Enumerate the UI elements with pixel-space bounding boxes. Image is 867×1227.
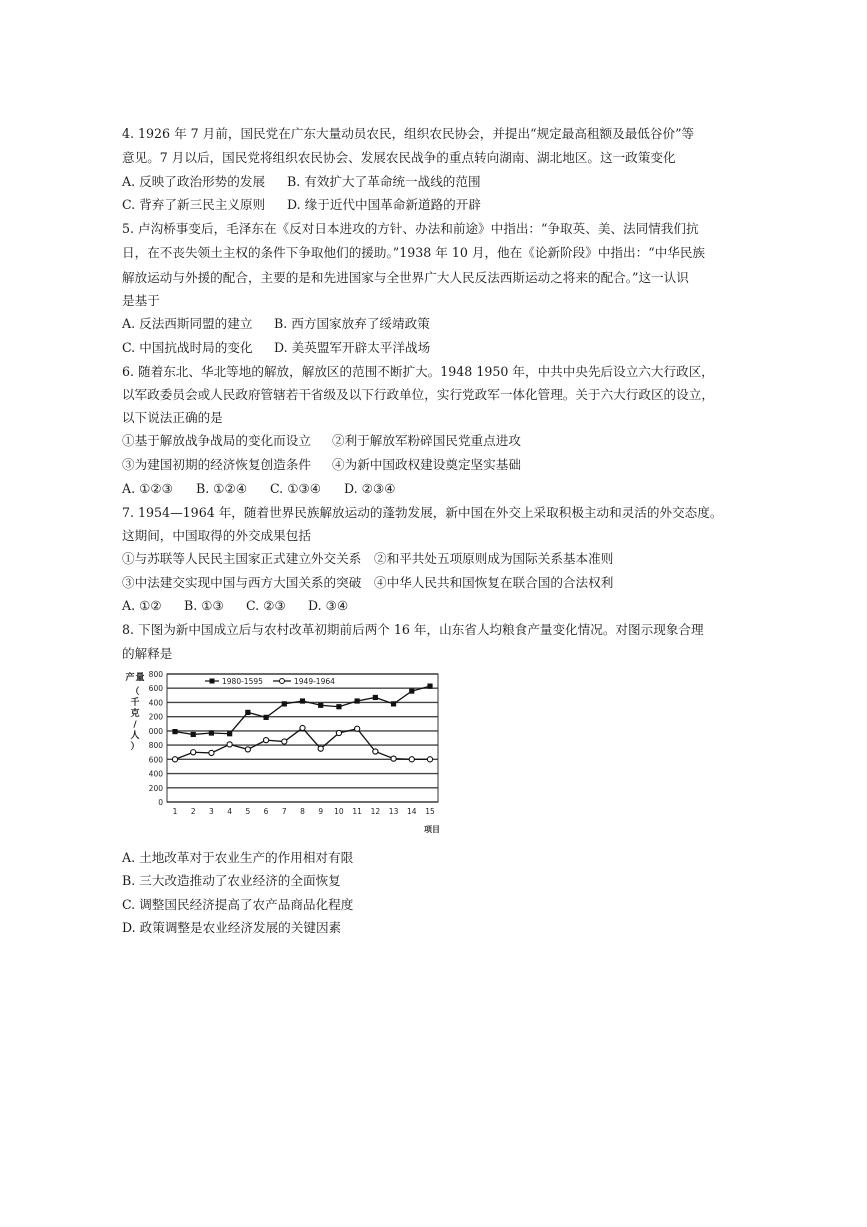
q5-options-row1 — [122, 316, 430, 331]
data-point — [318, 703, 323, 708]
q5-stem-line2: 日，在不丧失领土主权的条件下争取他们的援助。”1938 年 10 月，他在《论新阶段》中指出：“中华民族 — [122, 245, 706, 260]
q6-item-1: ①基于解放战争战局的变化而设立 — [122, 433, 311, 448]
y-tick-label: 200 — [148, 712, 163, 722]
data-point — [373, 695, 378, 700]
data-point — [209, 730, 214, 735]
q8-stem-line2: 的解释是 — [122, 646, 173, 661]
q5-option-a: A. 反法西斯同盟的建立 — [122, 316, 253, 331]
q5-stem-line3: 解放运动与外援的配合，主要的是和先进国家与全世界广大人民反法西斯运动之将来的配合。”这一认识 — [122, 270, 689, 285]
data-point — [318, 746, 323, 751]
q7-item-3: ③中法建交实现中国与西方大国关系的突破 — [122, 575, 362, 590]
x-tick-label: 7 — [281, 807, 287, 816]
x-tick-label: 2 — [190, 807, 196, 816]
x-tick-label: 15 — [425, 807, 435, 816]
data-point — [427, 757, 432, 762]
data-point — [172, 757, 177, 762]
x-tick-label: 3 — [209, 807, 214, 816]
x-tick-label: 13 — [388, 807, 399, 816]
data-point — [409, 757, 414, 762]
data-point — [355, 726, 360, 731]
x-tick-label: 4 — [227, 807, 233, 816]
x-tick-label: 14 — [407, 807, 417, 816]
data-point — [409, 688, 414, 693]
q6-option-c: C. ①③④ — [270, 481, 322, 496]
q6-stem-line2: 以军政委员会或人民政府管辖若干省级及以下行政单位，实行党政军一体化管理。关于六大行政区的设立， — [122, 387, 714, 402]
q8-option-d: D. 政策调整是农业经济发展的关键因素 — [122, 920, 342, 935]
data-point — [336, 730, 341, 735]
data-point — [282, 701, 287, 706]
q5-options-row2 — [122, 340, 430, 355]
q7-option-b: B. ①③ — [184, 598, 224, 613]
chart-axes — [125, 670, 440, 834]
x-tick-label: 1 — [172, 807, 178, 816]
q5-option-b: B. 西方国家放弃了绥靖政策 — [274, 316, 430, 331]
q5-option-d: D. 美英盟军开辟太平洋战场 — [274, 340, 431, 355]
data-point — [282, 739, 287, 744]
q7-option-d: D. ③④ — [308, 598, 349, 613]
q6-option-a: A. ①②③ — [122, 481, 173, 496]
x-tick-label: 11 — [352, 807, 362, 816]
q6-stem-line3: 以下说法正确的是 — [122, 410, 223, 425]
q6-option-d: D. ②③④ — [344, 481, 396, 496]
data-point — [245, 710, 250, 715]
y-axis-label: 产量（千克/人） — [125, 673, 145, 752]
q7-options — [122, 598, 348, 613]
q6-item-2: ②利于解放军粉碎国民党重点进攻 — [332, 433, 521, 448]
chart-legend — [201, 675, 339, 687]
data-point — [391, 756, 396, 761]
q8-option-b: B. 三大改造推动了农业经济的全面恢复 — [122, 873, 341, 888]
q7-item-4: ④中华人民共和国恢复在联合国的合法权利 — [374, 575, 614, 590]
q8-stem-line1: 8. 下图为新中国成立后与农村改革初期前后两个 16 年，山东省人均粮食产量变化情况。对图示现象合理 — [122, 622, 704, 637]
data-point — [300, 698, 305, 703]
chart-series — [172, 683, 432, 761]
data-point — [209, 750, 214, 755]
grain-output-chart — [125, 668, 445, 840]
legend-label-1: 1980-1595 — [222, 677, 263, 686]
data-point — [263, 738, 268, 743]
q4-option-a: A. 反映了政治形势的发展 — [122, 174, 266, 189]
data-point — [336, 704, 341, 709]
data-point — [227, 731, 232, 736]
x-axis-label: 项目 — [424, 825, 440, 834]
data-point — [427, 683, 432, 688]
q6-stem-line1: 6. 随着东北、华北等地的解放，解放区的范围不断扩大。1948 1950 年，中共中央先后设立六大行政区， — [122, 364, 714, 379]
q7-stem-line1: 7. 1954—1964 年，随着世界民族解放运动的蓬勃发展，新中国在外交上采取积极主动和灵活的外交态度。 — [122, 505, 723, 520]
data-point — [191, 732, 196, 737]
x-tick-label: 10 — [334, 807, 344, 816]
x-tick-label: 8 — [300, 807, 305, 816]
q4-option-b: B. 有效扩大了革命统一战线的范围 — [287, 174, 481, 189]
q6-options — [122, 481, 396, 496]
y-tick-label: 000 — [148, 726, 163, 736]
q5-option-c: C. 中国抗战时局的变化 — [122, 340, 253, 355]
legend-label-2: 1949-1964 — [294, 677, 335, 686]
q4-options-row1 — [122, 174, 481, 189]
q5-stem-line1: 5. 卢沟桥事变后，毛泽东在《反对日本进攻的方针、办法和前途》中指出：“争取英、美、法同情我们抗 — [122, 221, 699, 236]
data-point — [355, 698, 360, 703]
q6-option-b: B. ①②④ — [196, 481, 248, 496]
q6-item-4: ④为新中国政权建设奠定坚实基础 — [332, 457, 521, 472]
data-point — [227, 742, 232, 747]
q4-option-c: C. 背弃了新三民主义原则 — [122, 197, 266, 212]
q6-items-row2 — [122, 457, 521, 472]
data-point — [300, 725, 305, 730]
q7-option-a: A. ①② — [122, 598, 162, 613]
q7-item-1: ①与苏联等人民民主国家正式建立外交关系 — [122, 551, 362, 566]
q7-option-c: C. ②③ — [246, 598, 286, 613]
q7-item-2: ②和平共处五项原则成为国际关系基本准则 — [374, 551, 614, 566]
q4-stem-line2: 意见。7 月以后，国民党将组织农民协会、发展农民战争的重点转向湖南、湖北地区。这一政策变化 — [122, 150, 676, 165]
x-tick-label: 12 — [370, 807, 381, 816]
x-tick-label: 9 — [318, 807, 324, 816]
y-tick-label: 600 — [148, 755, 163, 765]
y-tick-label: 400 — [148, 698, 163, 708]
data-point — [245, 747, 250, 752]
q4-option-d: D. 缘于近代中国革命新道路的开辟 — [287, 197, 481, 212]
y-tick-label: 400 — [148, 769, 163, 779]
q4-stem-line1: 4. 1926 年 7 月前，国民党在广东大量动员农民，组织农民协会，并提出“规定最高租额及最低谷价”等 — [122, 126, 695, 141]
y-tick-label: 800 — [148, 741, 163, 751]
q7-items-row1 — [122, 551, 613, 566]
legend-marker-2 — [280, 679, 285, 684]
q8-option-c: C. 调整国民经济提高了农产品商品化程度 — [122, 897, 354, 912]
q8-option-a: A. 土地改革对于农业生产的作用相对有限 — [122, 850, 354, 865]
q7-items-row2 — [122, 575, 613, 590]
data-point — [263, 715, 268, 720]
data-point — [373, 749, 378, 754]
plot-frame — [167, 674, 438, 802]
q7-stem-line2: 这期间，中国取得的外交成果包括 — [122, 528, 311, 543]
x-tick-label: 6 — [263, 807, 269, 816]
data-point — [172, 729, 177, 734]
y-tick-label: 200 — [148, 783, 163, 793]
chart-grid — [167, 674, 438, 802]
x-tick-label: 5 — [245, 807, 251, 816]
q6-items-row1 — [122, 433, 521, 448]
q4-options-row2 — [122, 197, 481, 212]
data-point — [391, 701, 396, 706]
q5-stem-line4: 是基于 — [122, 293, 160, 308]
data-point — [191, 750, 196, 755]
y-tick-label: 800 — [148, 670, 163, 679]
y-tick-label: 600 — [148, 684, 163, 694]
q6-item-3: ③为建国初期的经济恢复创造条件 — [122, 457, 311, 472]
y-tick-label: 0 — [158, 798, 163, 807]
legend-marker-1 — [210, 679, 215, 684]
